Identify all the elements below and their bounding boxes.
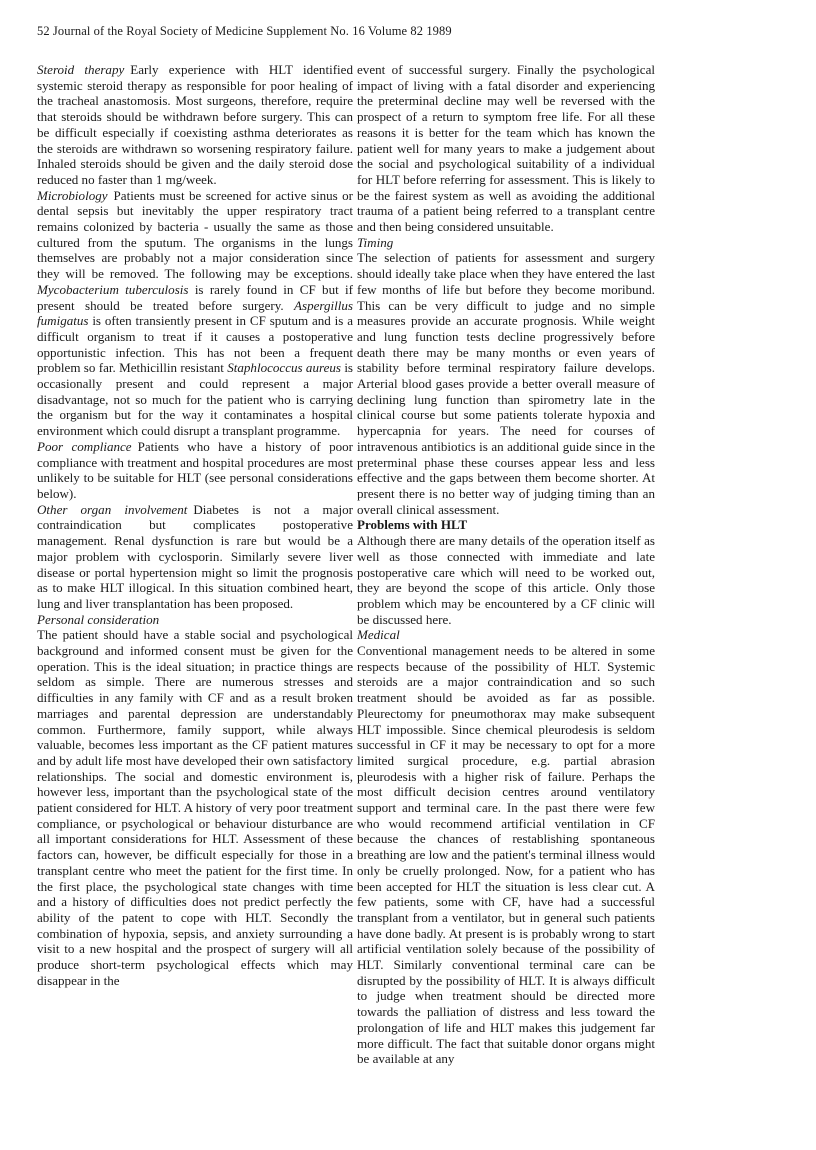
right-column [357,62,655,1067]
timing-text: The selection of patients for assessment and surgery should ideally take place when they have entered the last few months of life but before they become moribund. This can be very difficult to judge and no simple measures provide an accurate prognosis. While weight and lung function tests decline progressively before death there may be many months or even years of stability before terminal respiratory failure develops. Arterial blood gases provide a better overall measure of declining lung function than spirometry late in the clinical course but some patients tolerate hypoxia and hypercapnia for years. The need for courses of intravenous antibiotics is an additional guide since in the preterminal phase these courses appear less and less effective and the gaps between them become shorter. At present there is no better way of judging timing than an overall clinical assessment. [357,250,655,517]
personal-consideration-text: The patient should have a stable social and psychological background and informed consent must be given for the operation. This is the ideal situation; in practice things are seldom as simple. There are numerous stresses and difficulties in any family with CF and as a result broken marriages and parental depression are understandably common. Furthermore, family support, while always valuable, becomes less important as the CF patient matures and by adult life most have developed their own satisfactory relationships. The social and domestic environment is, however less, important than the psychological state of the patient considered for HLT. A history of very poor treatment compliance, or psychological or behaviour disturbance are all important considerations for HLT. Assessment of these factors can, however, be difficult especially for those in a transplant centre who meet the patient for the first time. In the first place, the psychological state changes with time and a history of difficulties does not predict perfectly the ability of the patent to cope with HLT. Secondly the combination of hypoxia, sepsis, and anxiety surrounding a visit to a new hospital and the prospect of surgery will all produce short-term psychological effects which may disappear in the [37,627,353,988]
species-mycobacterium: Mycobacterium tuberculosis [37,281,189,297]
species-aspergillus: Aspergillus fumigatus [37,297,353,329]
other-organ-section [37,502,353,612]
microbiology-text-c: is often transiently present in CF sputum and is a difficult organism to treat if it causes a postoperative opportunistic infection. This has not been a frequent problem so far. Methicillin resistant [37,313,353,376]
other-organ-heading: Other organ involvement [37,501,188,517]
timing-section [357,235,655,518]
medical-section [357,627,655,1067]
microbiology-text-d: is occasionally present and could represent a major disadvantage, not so much for the patient who is carrying the organism but for the way it contaminates a hospital environment which could disrupt a transplant programme. [37,360,354,439]
other-organ-text: Diabetes is not a major contraindication but complicates postoperative management. Renal dysfunction is rare but would be a major problem with cyclosporin. Similarly severe liver disease or portal hypertension might so limit the prognosis as to make HLT illogical. In this situation combined heart, lung and liver transplantation has been proposed. [37,501,353,611]
microbiology-text-b: is rarely found in CF but if present should be treated before surgery. [37,281,353,313]
problems-heading: Problems with HLT [357,517,468,533]
medical-text: Conventional management needs to be altered in some respects because of the possibility of HLT. Systemic steroids are a major contraindication and so such treatment should be avoided as far as possible. Pleurectomy for pneumothorax may make subsequent HLT impossible. Since chemical pleurodesis is seldom successful in CF it may be necessary to opt for a more limited surgical procedure, e.g. partial abrasion pleurodesis with a higher risk of failure. Perhaps the most difficult decision centres around ventilatory support and terminal care. In the past there were few who would recommend artificial ventilation in CF because the chances of restablishing spontaneous breathing are low and the patient's terminal illness would only be cruelly prolonged. Now, for a patient who has been accepted for HLT the situation is less clear cut. A few patients, some with CF, have had a successful transplant from a ventilator, but in general such patients have done badly. At present is is probably wrong to start artificial ventilation solely because of the possibility of HLT. Similarly conventional terminal care can be disrupted by the possibility of HLT. It is always difficult to judge when treatment should be directed more towards the palliation of distress and less toward the prolongation of life and HLT makes this judgement far more difficult. The fact that suitable donor organs might be available at any [357,643,656,1067]
poor-compliance-heading: Poor compliance [37,438,132,454]
steroid-therapy-section [37,62,353,188]
continuation-paragraph: event of successful surgery. Finally the psychological impact of living with a fatal disorder and experiencing the preterminal decline may well be reversed with the prospect of a return to symptom free life. For all these reasons it is better for the team which has known the patient well for many years to make a judgement about the social and psychological suitability of a individual for HLT before referring for assessment. This is likely to be the fairest system as well as avoiding the additional trauma of a patient being referred to a transplant centre and then being considered unsuitable. [357,62,655,235]
poor-compliance-section [37,439,353,502]
microbiology-heading: Microbiology [37,187,108,203]
personal-consideration-heading: Personal consideration [37,611,160,627]
problems-text: Although there are many details of the operation itself as well as those connected with immediate and late postoperative care which will need to be worked out, they are beyond the scope of this article. Only those problem which may be encountered by a CF clinic will be discussed here. [357,533,655,627]
microbiology-section [37,188,353,439]
species-staphylococcus: Staphlococcus aureus [227,360,341,376]
personal-consideration-section [37,612,353,989]
steroid-therapy-heading: Steroid therapy [37,62,125,77]
steroid-therapy-text: Early experience with HLT identified systemic steroid therapy as responsible for poor healing of the tracheal anastomosis. Most surgeons, therefore, require that steroids should be withdrawn before surgery. This can be difficult especially if coexisting asthma deteriorates as the steroids are withdrawn so worsening respiratory failure. Inhaled steroids should be given and the daily steroid dose reduced no faster than 1 mg/week. [37,62,353,187]
timing-heading: Timing [357,234,394,250]
problems-section [357,517,655,627]
left-column [37,62,353,988]
running-head: 52 Journal of the Royal Society of Medicine Supplement No. 16 Volume 82 1989 [37,24,452,38]
poor-compliance-text: Patients who have a history of poor compliance with treatment and hospital procedures are most unlikely to be suitable for HLT (see personal considerations below). [37,438,354,501]
medical-heading: Medical [357,627,400,643]
microbiology-text-a: Patients must be screened for active sinus or dental sepsis but inevitably the upper respiratory tract remains colonized by bacteria - usually the same as those cultured from the sputum. The organisms in the lungs themselves are probably not a major consideration since they will be removed. The following may be exceptions. [37,187,353,282]
